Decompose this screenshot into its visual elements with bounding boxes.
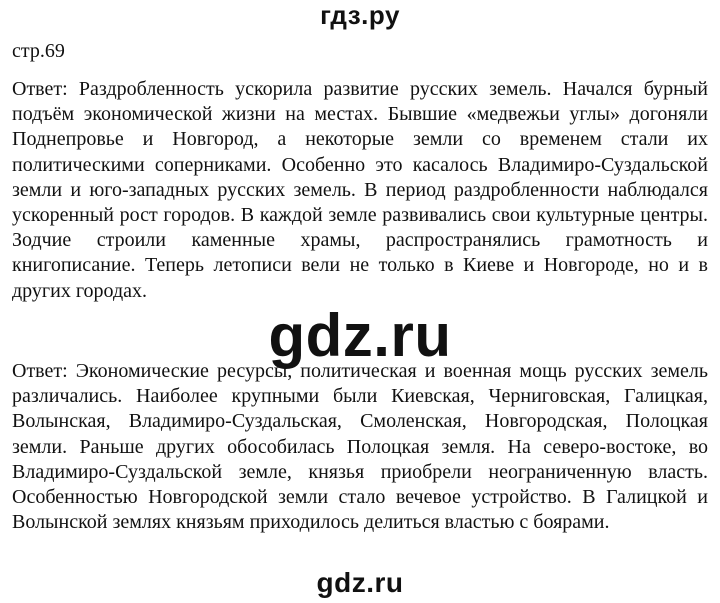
page-reference: стр.69 <box>12 40 65 62</box>
watermark-middle: gdz.ru <box>268 302 452 369</box>
answer-paragraph-1: Ответ: Раздробленность ускорила развитие русских земель. Начался бурный подъём экономической жизни на местах. Бывшие «медвежьи углы» догоняли Поднепровье и Новгород, а некоторые земли со временем стали их политическими соперниками. Особенно это касалось Владимиро-Суздальской земли и юго-западных русских земель. В период раздробленности наблюдался ускоренный рост городов. В каждой земле развивались свои культурные центры. Зодчие строили каменные храмы, распространялись грамотность и книгописание. Теперь летописи вели не только в Киеве и Новгороде, но и в других городах. <box>12 78 708 302</box>
watermark-top: гдз.ру <box>320 0 400 30</box>
watermark-bottom: gdz.ru <box>316 567 404 598</box>
answer-paragraph-2: Ответ: Экономические ресурсы, политическая и военная мощь русских земель различались. Наиболее крупными были Киевская, Черниговская, Галицкая, Волынская, Владимиро-Суздальская, Смоленская, Новгородская, Полоцкая земли. Раньше других обособилась Полоцкая земля. На северо-востоке, во Владимиро-Суздальской земле, князья приобрели неограниченную власть. Особенностью Новгородской земли стало вечевое устройство. В Галицкой и Волынской землях князьям приходилось делиться властью с боярами. <box>12 360 708 534</box>
